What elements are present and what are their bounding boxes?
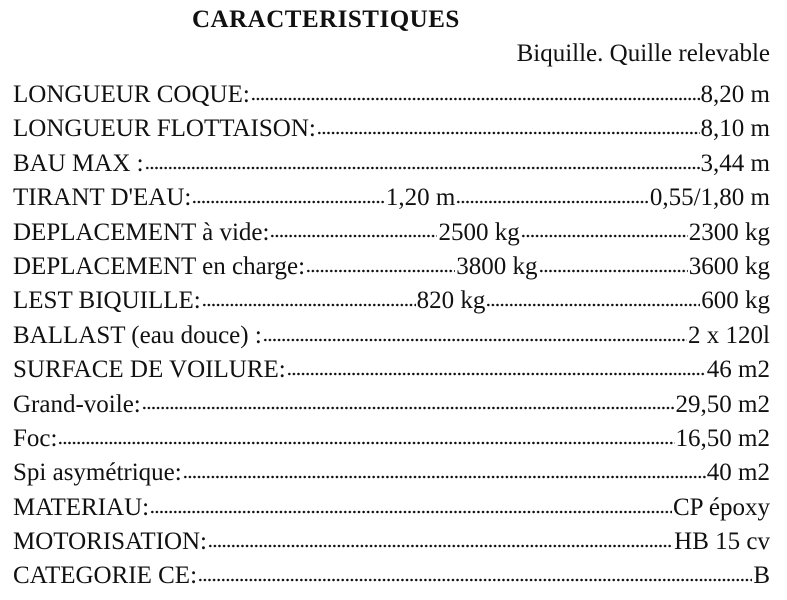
spec-value-quille-relevable: 3600 kg: [688, 252, 771, 280]
spec-value-quille-relevable: 600 kg: [701, 287, 770, 315]
spec-label: LONGUEUR FLOTTAISON:: [13, 115, 316, 143]
spec-label: Foc:: [13, 424, 58, 452]
spec-label: BALLAST (eau douce) :: [13, 321, 262, 349]
dot-leader: [198, 560, 752, 585]
spec-subtitle: Biquille. Quille relevable: [516, 40, 770, 67]
spec-row-deplacement-vide: [13, 215, 770, 249]
dot-leader: [251, 79, 700, 104]
spec-row-ballast: [13, 318, 770, 352]
dot-leader: [263, 320, 687, 345]
spec-value: HB 15 cv: [674, 528, 770, 556]
spec-label: DEPLACEMENT à vide:: [13, 218, 270, 246]
spec-row-deplacement-charge: [13, 249, 770, 283]
spec-label: BAU MAX :: [13, 149, 144, 177]
spec-row-motorisation: [13, 524, 770, 558]
spec-label: CATEGORIE CE:: [13, 562, 198, 590]
spec-label: SURFACE DE VOILURE:: [13, 356, 286, 384]
spec-value: 8,10 m: [700, 115, 770, 143]
spec-label: TIRANT D'EAU:: [13, 184, 192, 212]
spec-value: 3,44 m: [700, 149, 770, 177]
spec-value-biquille: 3800 kg: [456, 252, 538, 280]
dot-leader: [287, 354, 706, 379]
dot-leader: [58, 423, 674, 448]
dot-leader: [539, 251, 688, 276]
spec-value-quille-relevable: 0,55/1,80 m: [649, 184, 771, 212]
spec-row-surface-voilure: [13, 352, 770, 386]
spec-row-bau-max: [13, 146, 770, 180]
dot-leader: [521, 217, 688, 242]
spec-label: Spi asymétrique:: [13, 459, 182, 487]
dot-leader: [270, 217, 437, 242]
spec-row-materiau: [13, 490, 770, 524]
spec-label: LONGUEUR COQUE:: [13, 81, 250, 108]
spec-value-biquille: 1,20 m: [385, 184, 456, 212]
spec-row-spi-asymetrique: [13, 455, 770, 489]
spec-label: LEST BIQUILLE:: [13, 287, 201, 315]
dot-leader: [306, 251, 455, 276]
spec-value: 46 m2: [706, 356, 770, 384]
spec-value: 29,50 m2: [675, 390, 770, 418]
spec-label: MOTORISATION:: [13, 528, 207, 556]
spec-value-quille-relevable: 2300 kg: [688, 218, 770, 246]
dot-leader: [486, 285, 700, 310]
spec-value: CP époxy: [673, 493, 770, 521]
spec-title: CARACTERISTIQUES: [192, 6, 460, 33]
dot-leader: [456, 182, 649, 207]
dot-leader: [317, 113, 700, 138]
spec-value: 16,50 m2: [675, 424, 770, 452]
spec-row-tirant-d-eau: [13, 180, 770, 214]
dot-leader: [202, 285, 416, 310]
spec-value-biquille: 2500 kg: [438, 218, 520, 246]
spec-value: B: [753, 562, 770, 590]
spec-table: [13, 77, 770, 593]
dot-leader: [145, 148, 700, 173]
spec-value: 40 m2: [706, 459, 770, 487]
spec-row-grand-voile: [13, 387, 770, 421]
spec-label: DEPLACEMENT en charge:: [13, 252, 306, 280]
spec-value: 2 x 120l: [688, 321, 770, 349]
spec-row-longueur-coque: [13, 77, 770, 111]
spec-row-foc: [13, 421, 770, 455]
spec-row-lest-biquille: [13, 283, 770, 317]
spec-label: MATERIAU:: [13, 493, 150, 521]
spec-value-biquille: 820 kg: [416, 287, 486, 315]
dot-leader: [208, 526, 673, 551]
dot-leader: [183, 457, 706, 482]
spec-value: 8,20 m: [700, 81, 770, 108]
dot-leader: [150, 492, 672, 517]
dot-leader: [192, 182, 385, 207]
spec-row-longueur-flottaison: [13, 111, 770, 145]
spec-label: Grand-voile:: [13, 390, 141, 418]
spec-row-categorie-ce: [13, 558, 770, 592]
dot-leader: [142, 389, 675, 414]
